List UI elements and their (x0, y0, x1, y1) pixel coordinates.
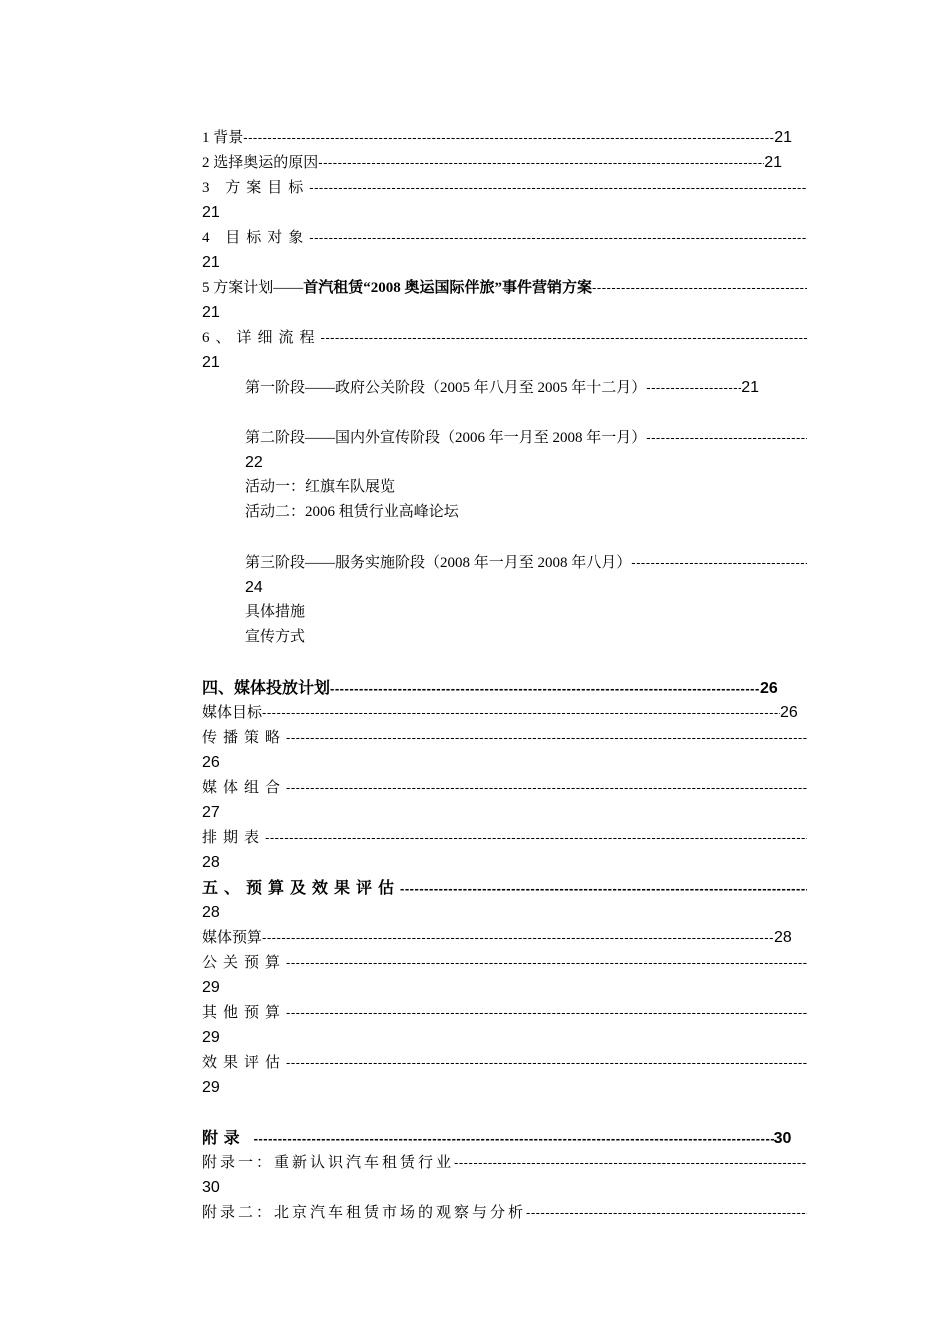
toc-leader (286, 775, 807, 800)
toc-entry-comm-strategy[interactable] (202, 725, 807, 750)
toc-entry-evaluation[interactable] (202, 1050, 807, 1075)
toc-page-number: 21 (202, 304, 220, 321)
toc-label: 媒体目标 (202, 705, 263, 721)
toc-leader (592, 275, 807, 300)
toc-entry-media-budget[interactable] (202, 925, 807, 950)
toc-leader (286, 950, 807, 975)
toc-label: 活动一：红旗车队展览 (245, 479, 396, 495)
toc-leader (243, 125, 774, 150)
toc-entry-background[interactable] (202, 125, 807, 150)
toc-entry-schedule[interactable] (202, 825, 807, 850)
toc-label: 5 方案计划—— (202, 280, 304, 296)
toc-leader (286, 1000, 807, 1025)
spacer (202, 400, 807, 425)
toc-label-bold: 首汽租赁“2008 奥运国际伴旅”事件营销方案 (303, 280, 593, 296)
toc-page-number: 21 (202, 354, 220, 371)
toc-entry-activity2[interactable] (202, 500, 807, 525)
toc-page-number: 21 (202, 204, 220, 221)
toc-entry-media-goal[interactable] (202, 700, 807, 725)
toc-entry-pr-budget[interactable] (202, 950, 807, 975)
toc-page-number: 30 (202, 1179, 220, 1196)
toc-label: 宣传方式 (245, 629, 306, 645)
toc-page-number: 28 (202, 904, 220, 921)
toc-entry-activity1[interactable] (202, 475, 807, 500)
toc-label: 其他预算 (202, 1005, 287, 1021)
toc-entry-flow[interactable] (202, 325, 807, 350)
toc-page-number: 21 (774, 129, 793, 146)
toc-label: 附 录 (202, 1128, 240, 1147)
toc-entry-measures[interactable] (202, 600, 807, 625)
toc-leader (309, 175, 807, 200)
spacer (202, 650, 807, 675)
toc-entry-media-mix[interactable] (202, 775, 807, 800)
toc-label: 四、媒体投放计划 (202, 678, 331, 697)
toc-label: 附录一：重新认识汽车租赁行业 (202, 1155, 455, 1171)
toc-label: 五、预算及效果评估 (202, 878, 401, 897)
toc-leader (262, 925, 774, 950)
toc-leader (321, 325, 807, 350)
toc-label: 3 方案目标 (202, 180, 310, 196)
toc-label: 4 目标对象 (202, 230, 310, 246)
toc-page-number: 27 (202, 804, 220, 821)
toc-page-number: 21 (764, 154, 783, 171)
toc-leader (646, 425, 807, 450)
toc-entry-reason[interactable] (202, 150, 807, 175)
toc-leader (254, 1126, 774, 1150)
toc-label: 媒体预算 (202, 930, 263, 946)
toc-entry-phase3[interactable] (202, 550, 807, 575)
toc-page-number: 30 (773, 1130, 792, 1147)
toc-leader (454, 1150, 807, 1175)
toc-leader (526, 1200, 807, 1225)
toc-page-number: 29 (202, 1079, 220, 1096)
toc-label: 1 背景 (202, 130, 244, 146)
toc-page-number: 22 (245, 454, 263, 471)
toc-page-number: 28 (774, 929, 792, 946)
toc-label: 附录二：北京汽车租赁市场的观察与分析 (202, 1205, 527, 1221)
toc-entry-appendix[interactable] (202, 1125, 807, 1150)
toc-label: 排期表 (202, 830, 266, 846)
toc-leader (286, 725, 807, 750)
toc-label: 活动二：2006 租赁行业高峰论坛 (245, 504, 459, 520)
toc-entry-goal[interactable] (202, 175, 807, 200)
toc-leader (265, 825, 807, 850)
toc-label: 第三阶段——服务实施阶段（2008 年一月至 2008 年八月） (245, 555, 632, 571)
spacer (202, 525, 807, 550)
toc-label: 效果评估 (202, 1055, 287, 1071)
toc-label: 传播策略 (202, 730, 287, 746)
toc-label: 公关预算 (202, 955, 287, 971)
toc-page-number: 21 (741, 379, 760, 396)
toc-entry-plan[interactable] (202, 275, 807, 300)
table-of-contents (202, 125, 807, 1225)
toc-leader (400, 876, 807, 900)
toc-page-number: 26 (760, 680, 778, 697)
toc-page-number: 26 (202, 754, 220, 771)
toc-page-number: 24 (245, 579, 263, 596)
toc-leader (262, 700, 780, 725)
toc-leader (646, 375, 741, 400)
toc-entry-appendix2[interactable] (202, 1200, 807, 1225)
toc-entry-other-budget[interactable] (202, 1000, 807, 1025)
toc-entry-appendix1[interactable] (202, 1150, 807, 1175)
toc-label: 2 选择奥运的原因 (202, 155, 319, 171)
toc-label: 6、详细流程 (202, 330, 321, 346)
toc-entry-phase2[interactable] (202, 425, 807, 450)
toc-leader (330, 676, 760, 700)
toc-label: 第一阶段——政府公关阶段（2005 年八月至 2005 年十二月） (245, 380, 647, 396)
toc-entry-promotion[interactable] (202, 625, 807, 650)
toc-leader (631, 550, 807, 575)
toc-page-number: 29 (202, 979, 220, 996)
toc-page-number: 26 (780, 704, 798, 721)
toc-leader (309, 225, 807, 250)
toc-page-number: 21 (202, 254, 220, 271)
toc-entry-target[interactable] (202, 225, 807, 250)
toc-label: 具体措施 (245, 604, 306, 620)
toc-label: 媒体组合 (202, 780, 287, 796)
spacer (202, 1100, 807, 1125)
toc-entry-media-plan[interactable] (202, 675, 807, 700)
toc-entry-budget[interactable] (202, 875, 807, 900)
toc-page-number: 28 (202, 854, 220, 871)
toc-leader (318, 150, 764, 175)
toc-entry-phase1[interactable] (202, 375, 807, 400)
toc-page-number: 29 (202, 1029, 220, 1046)
toc-leader (286, 1050, 807, 1075)
toc-label: 第二阶段——国内外宣传阶段（2006 年一月至 2008 年一月） (245, 430, 647, 446)
